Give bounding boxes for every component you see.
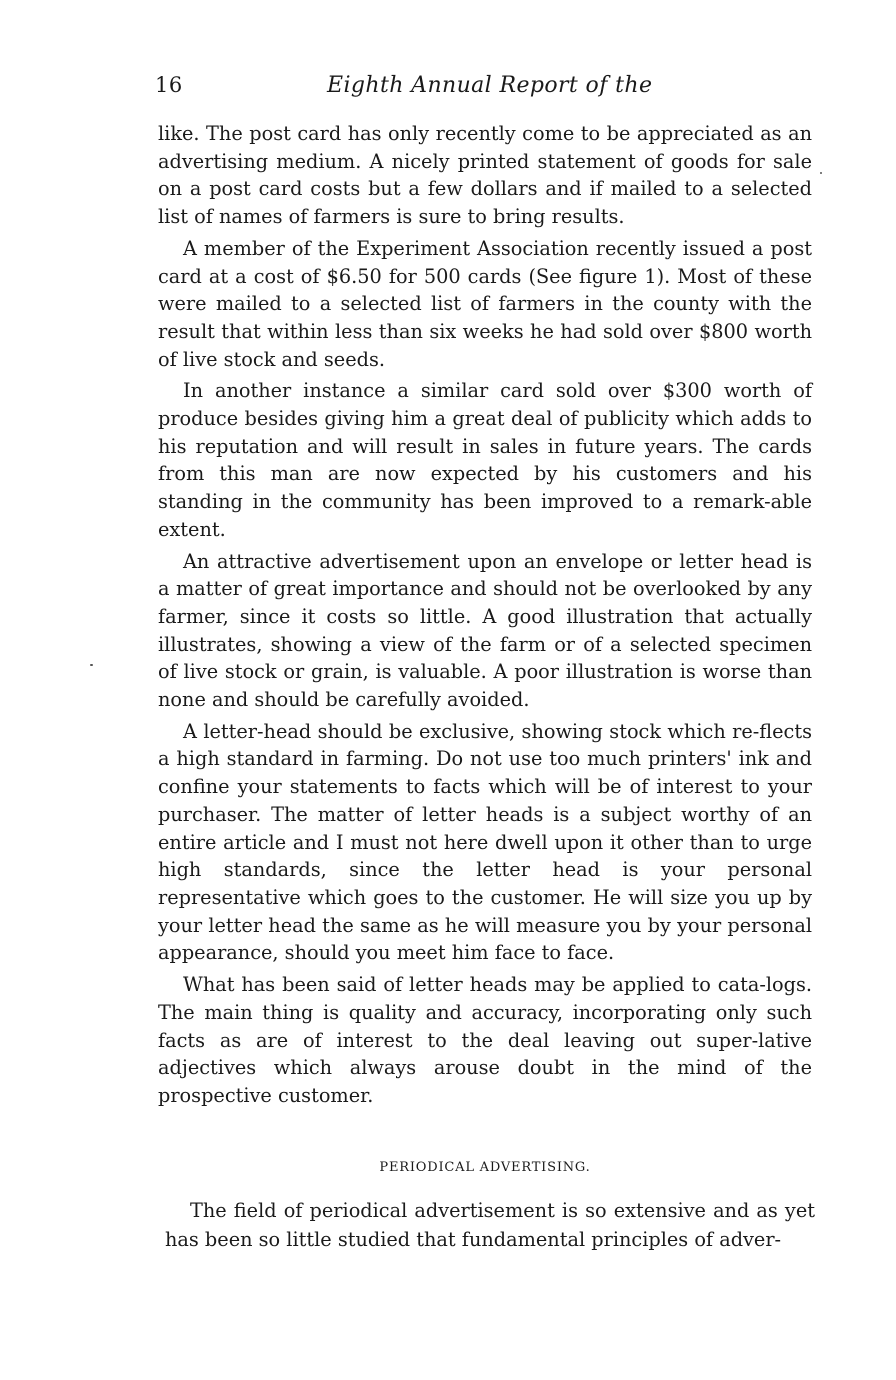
paragraph: A member of the Experiment Association recently issued a post card at a cost of $6.50 for 500 cards (See figure 1). Most of these were mailed to a selected list of farmers in the county with the result that within less than six weeks he had sold over $800 worth of live stock and seeds.: [158, 236, 812, 371]
page-header: [155, 73, 805, 107]
paragraph: like. The post card has only recently come to be appreciated as an advertising medium. A nicely printed statement of goods for sale on a post card costs but a few dollars and if mailed to a selected list of names of farmers is sure to bring results.: [158, 122, 812, 229]
paragraph: A letter-head should be exclusive, showing stock which re-flects a high standard in farming. Do not use too much printers' ink and confine your statements to facts which will be of interest to your purchaser. The matter of letter heads is a subject worthy of an entire article and I must not here dwell upon it other than to urge high standards, since the letter head is your personal representative which goes to the customer. He will size you up by your letter head the same as he will measure you by your personal appearance, should you meet him face to face.: [158, 719, 812, 965]
paragraph: The field of periodical advertisement is so extensive and as yet has been so little studied that fundamental principles of adver-: [165, 1199, 815, 1251]
section-heading: PERIODICAL ADVERTISING.: [379, 1160, 591, 1175]
paragraph: An attractive advertisement upon an envelope or letter head is a matter of great importance and should not be overlooked by any farmer, since it costs so little. A good illustration that actually illustrates, showing a view of the farm or of a selected specimen of live stock or grain, is valuable. A poor illustration is worse than none and should be carefully avoided.: [158, 549, 812, 712]
scan-speck: [820, 172, 822, 174]
paragraph: What has been said of letter heads may be applied to cata-logs. The main thing is quality and accuracy, incorporating only such facts as are of interest to the deal leaving out super-lative adjectives which always arouse doubt in the mind of the prospective customer.: [158, 973, 812, 1107]
running-head: Eighth Annual Report of the: [327, 73, 653, 98]
paragraph: In another instance a similar card sold over $300 worth of produce besides giving him a great deal of publicity which adds to his reputation and will result in sales in future years. The cards from this man are now expected by his customers and his standing in the community has been improved to a remark-able extent.: [158, 379, 812, 541]
section-body: [165, 1196, 815, 1254]
body-text: [158, 120, 812, 1114]
page-number: 16: [155, 73, 183, 97]
scan-speck: [90, 664, 93, 666]
